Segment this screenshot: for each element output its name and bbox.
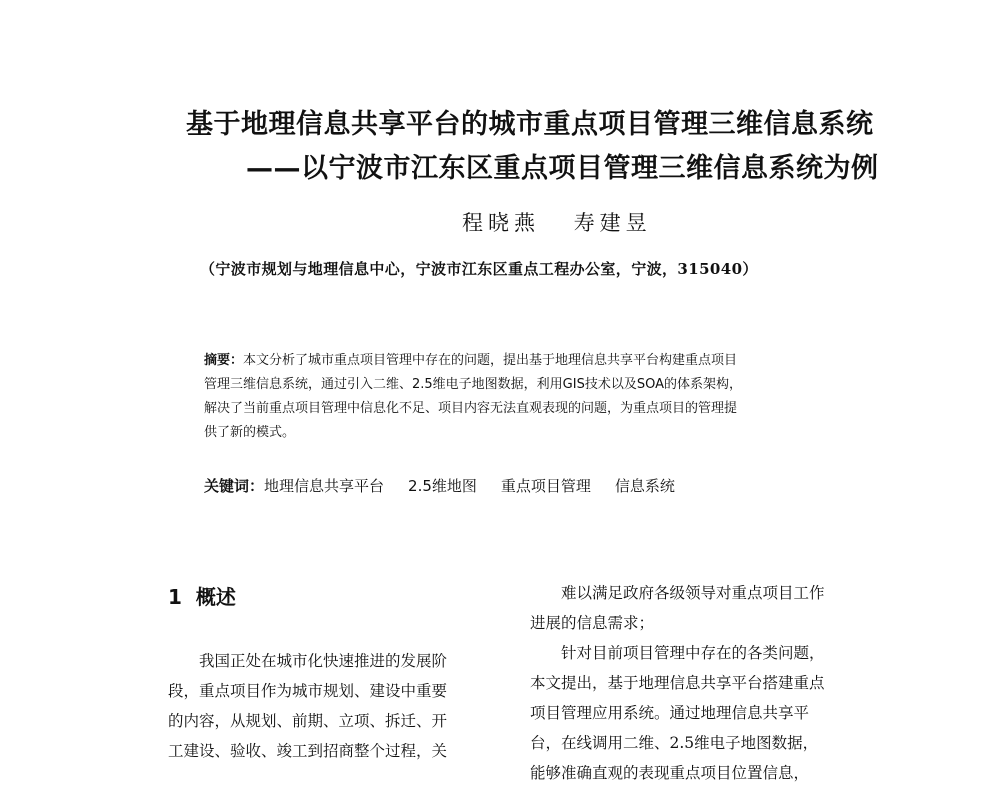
keyword: 2.5维地图 [408, 477, 477, 495]
abstract-line: 管理三维信息系统，通过引入二维、2.5维电子地图数据，利用GIS技术以及SOA的体系架构， [204, 377, 742, 392]
body-line: 能够准确直观的表现重点项目位置信息， [530, 764, 810, 782]
abstract-text: 本文分析了城市重点项目管理中存在的问题，提出基于地理信息共享平台构建重点项目 [243, 353, 738, 368]
abstract-label: 摘要： [204, 353, 244, 368]
abstract-line: 供了新的模式。 [204, 425, 296, 440]
keyword: 信息系统 [614, 477, 675, 495]
body-column-right [530, 578, 875, 788]
keyword: 重点项目管理 [500, 477, 591, 495]
abstract-line: 解决了当前重点项目管理中信息化不足、项目内容无法直观表现的问题，为重点项目的管理提 [204, 401, 738, 416]
body-line: 进展的信息需求； [530, 614, 655, 632]
body-line: 的内容，从规划、前期、立项、拆迁、开 [168, 712, 448, 730]
section-heading [168, 584, 236, 610]
body-line: 工建设、验收、竣工到招商整个过程，关 [168, 742, 448, 760]
keyword: 地理信息共享平台 [264, 477, 385, 495]
author-name: 程晓燕 [462, 211, 540, 235]
paper-title: 基于地理信息共享平台的城市重点项目管理三维信息系统 [186, 109, 874, 140]
body-line: 段，重点项目作为城市规划、建设中重要 [168, 682, 448, 700]
body-line: 针对目前项目管理中存在的各类问题， [530, 644, 825, 662]
body-line: 难以满足政府各级领导对重点项目工作 [530, 584, 825, 602]
paper-subtitle: ——以宁波市江东区重点项目管理三维信息系统为例 [246, 153, 879, 184]
abstract-line [204, 349, 864, 373]
body-line: 本文提出，基于地理信息共享平台搭建重点 [530, 674, 825, 692]
keywords [204, 475, 675, 497]
author-name: 寿建昱 [573, 211, 652, 235]
section-title: 概述 [195, 585, 236, 609]
body-line: 台，在线调用二维、2.5维电子地图数据， [530, 734, 819, 752]
body-line: 项目管理应用系统。通过地理信息共享平 [530, 704, 810, 722]
keywords-label: 关键词： [204, 477, 265, 495]
section-number: 1 [168, 585, 182, 609]
abstract [204, 349, 864, 445]
body-column-left [168, 646, 498, 766]
author-list [462, 209, 652, 237]
affiliation: （宁波市规划与地理信息中心，宁波市江东区重点工程办公室，宁波，315040） [200, 260, 758, 278]
body-line: 我国正处在城市化快速推进的发展阶 [168, 652, 448, 670]
